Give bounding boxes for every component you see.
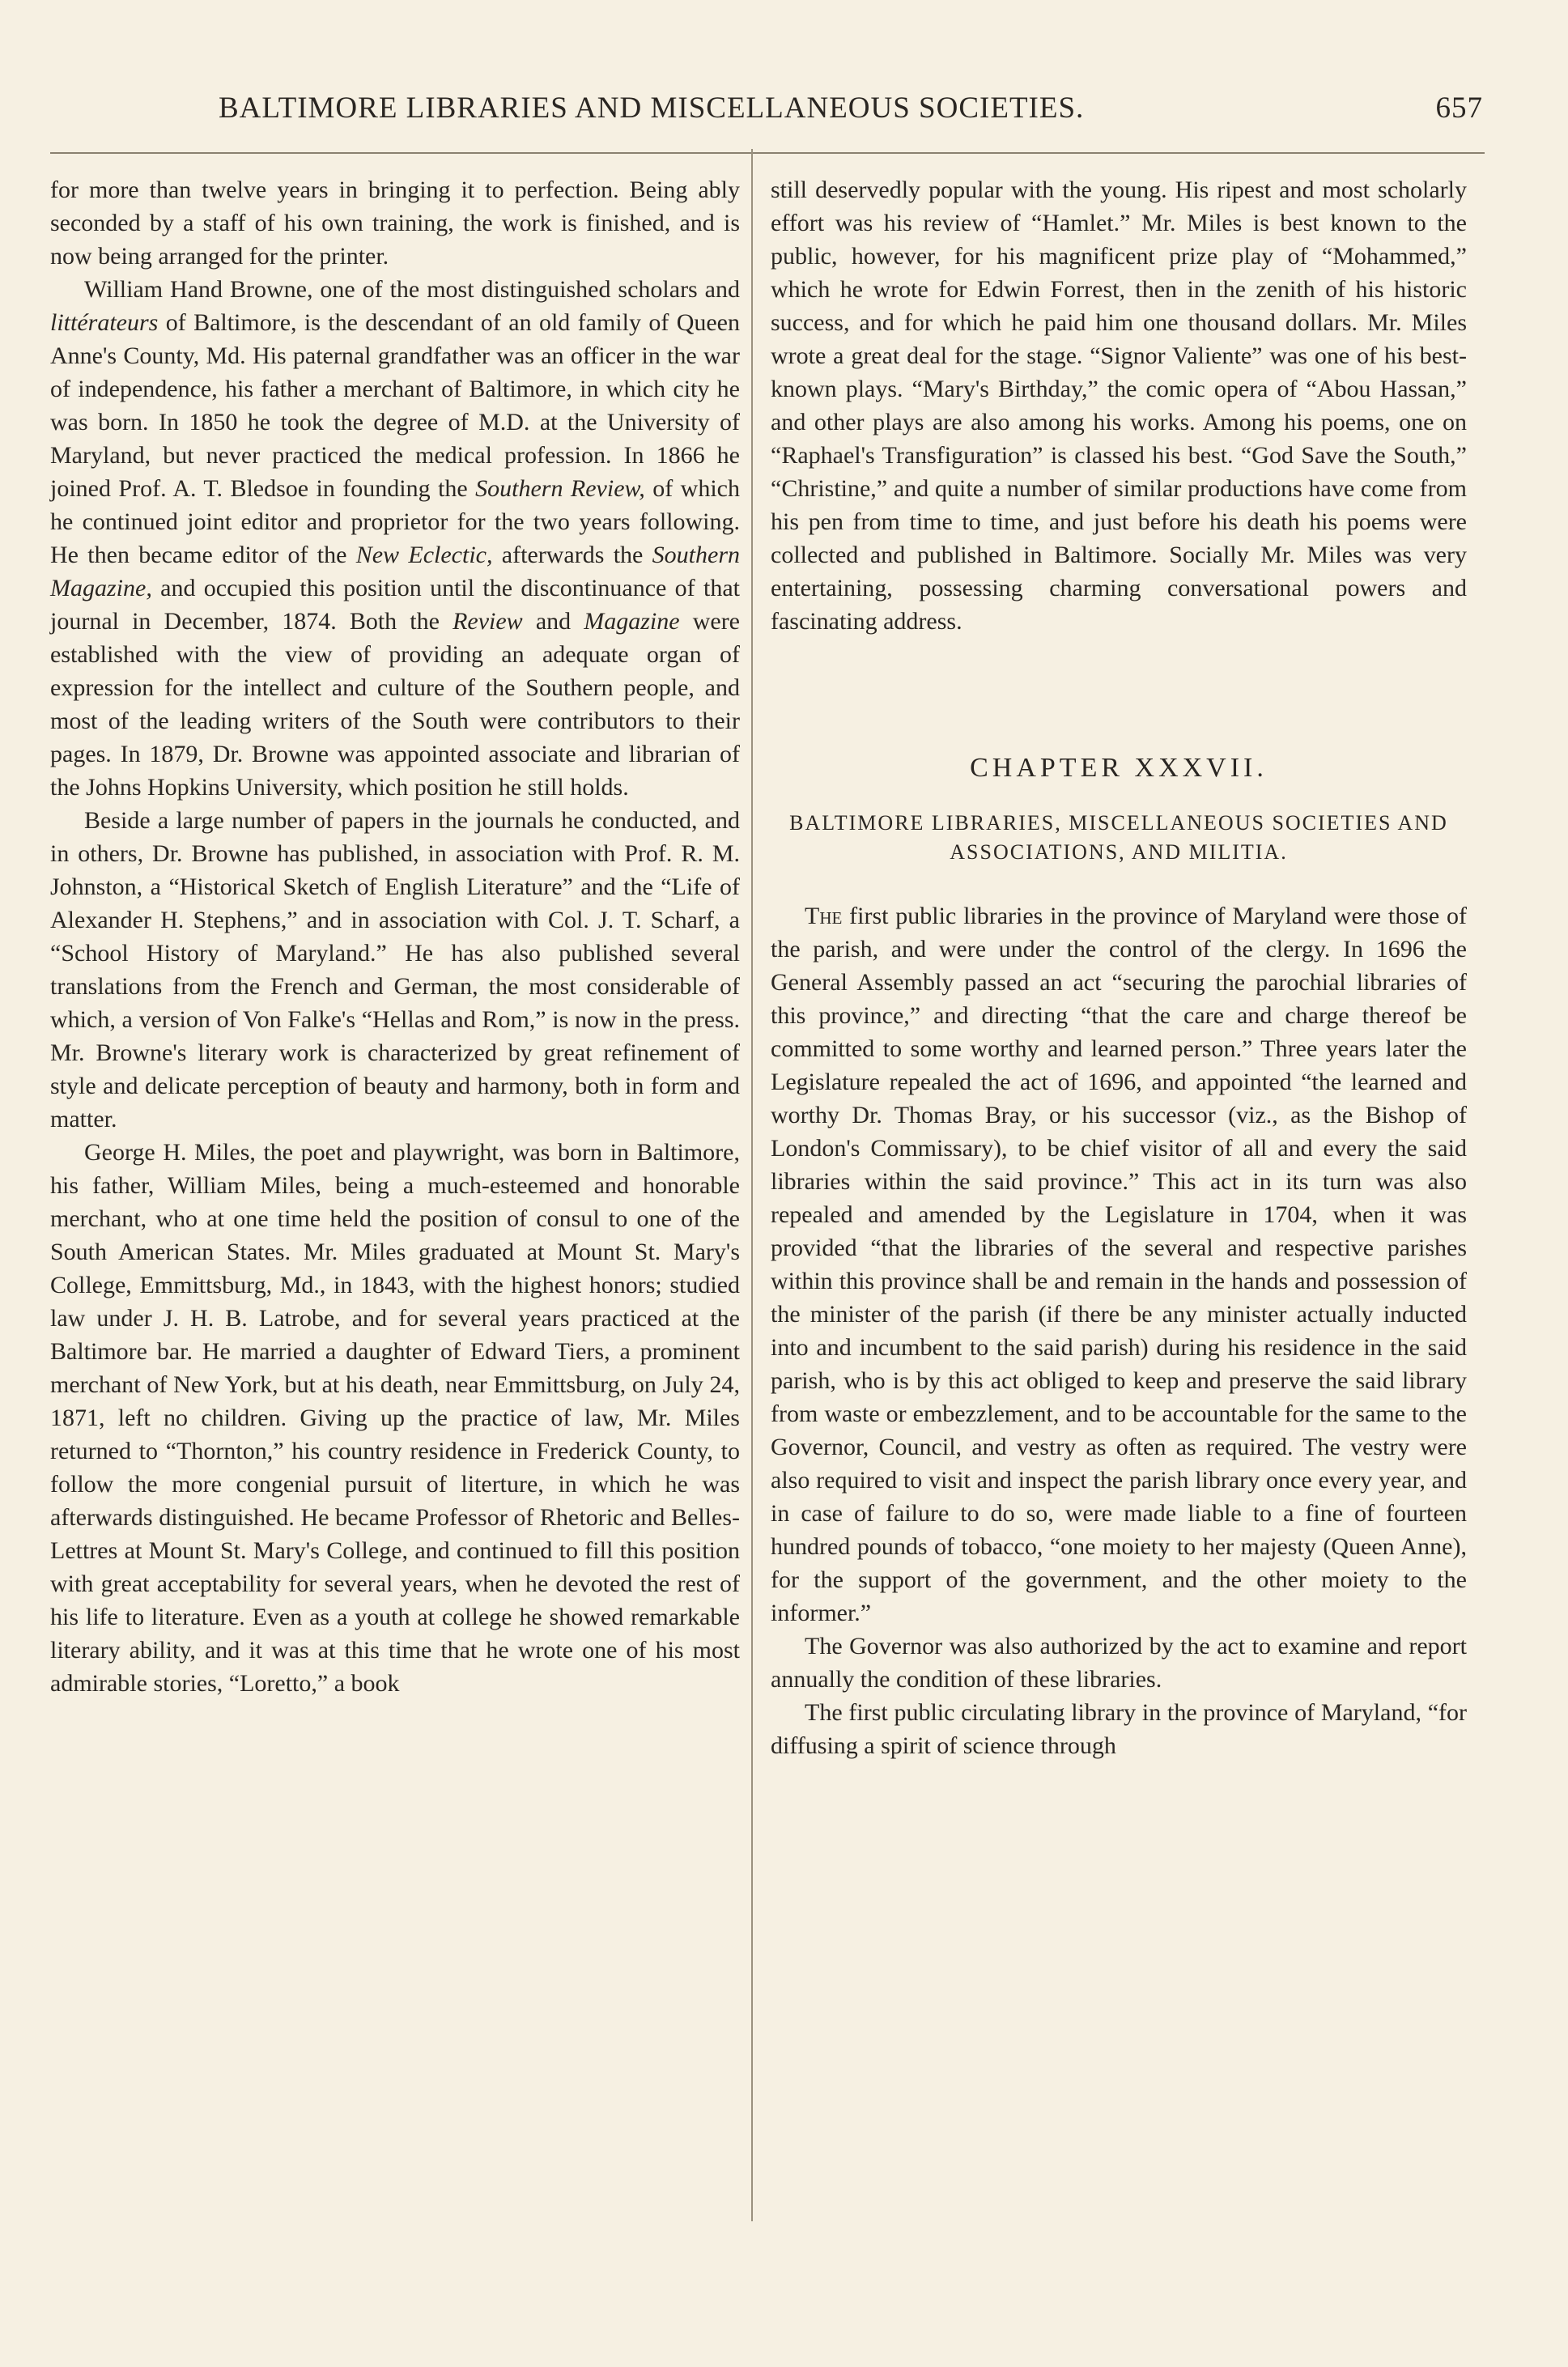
paragraph-right-1: still deservedly popular with the young. His ripest and most scholarly effort was his review of “Hamlet.” Mr. Miles is best known to the public, however, for his magnificent prize play of “Mohammed,” which he wrote for Edwin Forrest, then in the zenith of his historic success, and for which he paid him one thousand dollars. Mr. Miles wrote a great deal for the stage. “Signor Valiente” was one of his best-known plays. “Mary's Birthday,” the comic opera of “Abou Hassan,” and other plays are also among his works. Among his poems, one on “Raphael's Transfiguration” is classed his best. “God Save the South,” “Christine,” and quite a number of similar productions have come from his pen from time to time, and just before his death his poems were collected and published in Baltimore. Socially Mr. Miles was very entertaining, possessing charming conversational powers and fascinating address.	[771, 176, 1467, 635]
italic-run: Southern Review,	[475, 475, 645, 502]
text-run: first public libraries in the province of Maryland were those of the parish, and were under the control of the clergy. In 1696 the General Assembly passed an act “securing the parochial libraries of this province,” and directing “that the care and charge thereof be committed to some worthy and learned person.” Three years later the Legislature repealed the act of 1696, and appointed “the learned and worthy Dr. Thomas Bray, or his successor (viz., as the Bishop of London's Commissary), to be chief visitor of all and every the said libraries within the said province.” This act in its turn was also repealed and amended by the Legislature in 1704, when it was provided “that the libraries of the several and respective parishes within this province shall be and remain in the hands and possession of the minister of the parish (if there be any minister actually inducted into and incumbent to the said parish) during his residence in the said parish, who is by this act obliged to keep and preserve the said library from waste or embezzlement, and to be accountable for the same to the Governor, Council, and vestry as often as required. The vestry were also required to visit and inspect the parish library once every year, and in case of failure to do so, were made liable to a fine of fourteen hundred pounds of tobacco, “one moiety to her majesty (Queen Anne), for the support of the government, and the other moiety to the informer.”	[771, 903, 1467, 1626]
text-run: William Hand Browne, one of the most distinguished scholars and	[84, 276, 740, 303]
italic-run: Southern Magazine,	[50, 542, 740, 601]
column-divider	[751, 149, 753, 2221]
paragraph-right-2	[771, 899, 1467, 1630]
chapter-heading: CHAPTER XXXVII.	[970, 753, 1268, 783]
text-run: afterwards the	[492, 542, 652, 568]
paragraph-left-4: George H. Miles, the poet and playwright, was born in Baltimore, his father, William Miles, being a much-esteemed and honorable merchant, who at one time held the position of consul to one of the South American States. Mr. Miles graduated at Mount St. Mary's College, Emmittsburg, Md., in 1843, with the highest honors; studied law under J. H. B. Latrobe, and for several years practiced at the Baltimore bar. He married a daughter of Edward Tiers, a prominent merchant of New York, but at his death, near Emmittsburg, on July 24, 1871, left no children. Giving up the practice of law, Mr. Miles returned to “Thornton,” his country residence in Frederick County, to follow the more congenial pursuit of literture, in which he was afterwards distinguished. He became Professor of Rhetoric and Belles-Lettres at Mount St. Mary's College, and continued to fill this position with great acceptability for several years, when he devoted the rest of his life to literature. Even as a youth at college he showed remarkable literary ability, and it was at this time that he wrote one of his most admirable stories, “Loretto,” a book	[50, 1139, 740, 1697]
paragraph-right-3: The Governor was also authorized by the act to examine and report annually the condition of these libraries.	[771, 1633, 1467, 1693]
text-run: of Baltimore, is the descendant of an old family of Queen Anne's County, Md. His paternal grandfather was an officer in the war of independence, his father a merchant of Baltimore, in which city he was born. In 1850 he took the degree of M.D. at the University of Maryland, but never practiced the medical profession. In 1866 he joined Prof. A. T. Bledsoe in founding the	[50, 309, 740, 502]
running-head-title: BALTIMORE LIBRARIES AND MISCELLANEOUS SOCIETIES.	[219, 91, 1085, 125]
text-run: and	[522, 608, 584, 635]
lead-word: The	[805, 903, 843, 929]
paragraph-left-1: for more than twelve years in bringing it to perfection. Being ably seconded by a staff of his own training, the work is finished, and is now being arranged for the printer.	[50, 176, 740, 270]
text-run: were established with the view of providing an adequate organ of expression for the intellect and culture of the Southern people, and most of the leading writers of the South were contributors to their pages. In 1879, Dr. Browne was appointed associate and librarian of the Johns Hopkins University, which position he still holds.	[50, 608, 740, 801]
italic-run: Magazine	[584, 608, 680, 635]
paragraph-left-3: Beside a large number of papers in the journals he conducted, and in others, Dr. Browne has published, in association with Prof. R. M. Johnston, a “Historical Sketch of English Literature” and the “Life of Alexander H. Stephens,” and in association with Col. J. T. Scharf, a “School History of Maryland.” He has also published several translations from the French and German, the most considerable of which, a version of Von Falke's “Hellas and Rom,” is now in the press. Mr. Browne's literary work is characterized by great refinement of style and delicate perception of beauty and harmony, both in form and matter.	[50, 807, 740, 1133]
header-rule	[50, 152, 1485, 154]
paragraph-right-4: The first public circulating library in the province of Maryland, “for diffusing a spirit of science through	[771, 1699, 1467, 1759]
running-head	[154, 84, 1483, 133]
italic-run: littérateurs	[50, 309, 159, 336]
italic-run: Review	[453, 608, 523, 635]
paragraph-left-2	[50, 273, 740, 804]
text-run: of which he continued joint editor and proprietor for the two years following. He then became editor of the	[50, 475, 740, 568]
page-number: 657	[1435, 91, 1483, 125]
italic-run: New Eclectic,	[355, 542, 493, 568]
right-column	[771, 173, 1467, 1762]
chapter-subheading: BALTIMORE LIBRARIES, MISCELLANEOUS SOCIETIES AND ASSOCIATIONS, AND MILITIA.	[789, 811, 1448, 864]
text-run: and occupied this position until the discontinuance of that journal in December, 1874. Both the	[50, 575, 740, 635]
left-column	[50, 173, 740, 1700]
